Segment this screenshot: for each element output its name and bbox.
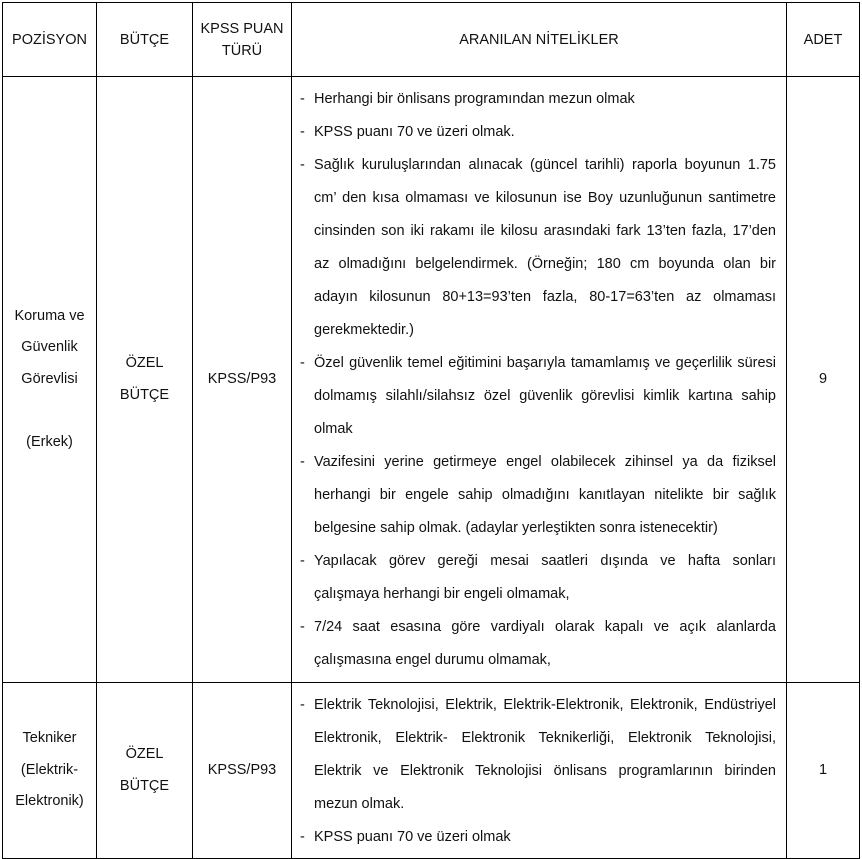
position-line: Tekniker	[22, 730, 77, 747]
requirements-cell	[292, 77, 787, 683]
position-cell	[3, 683, 97, 859]
list-item: - Elektrik Teknolojisi, Elektrik, Elektrik-Elektronik, Elektronik, Endüstriyel Elektronik, Elektrik- Elektronik Teknikerliği, Elektronik Teknolojisi, Elektrik ve Elektronik Teknolojisi önlisans programlarının birinden mezun olmak.	[300, 697, 776, 812]
budget-line: ÖZEL	[125, 746, 164, 762]
requirement-text: Sağlık kuruluşlarından alınacak (güncel tarihli) raporla boyunun 1.75 cm’ den kısa olmaması ve kilosunun ise Boy uzunluğunun santimetre cinsinden son iki rakamı ile kilosu arasındaki fark 13’ten fazla, 17’den az olmadığını belgelendirmek. (Örneğin; 180 cm boyunda olan bir adayın kilosunun 80+13=93’ten fazla, 80-17=63’ten az olmaması gerekmektedir.)	[314, 157, 776, 338]
budget-line: BÜTÇE	[119, 386, 170, 403]
header-kpss	[193, 3, 292, 77]
table-row	[3, 683, 860, 859]
list-item: - 7/24 saat esasına göre vardiyalı olarak kapalı ve açık alanlarda çalışmasına engel durumu olmamak,	[300, 619, 776, 668]
header-qualifications: ARANILAN NİTELİKLER	[292, 3, 787, 77]
budget-cell	[97, 683, 193, 859]
budget-line: BÜTÇE	[119, 777, 170, 794]
header-count: ADET	[787, 3, 860, 77]
list-item: - KPSS puanı 70 ve üzeri olmak	[300, 829, 511, 845]
count-cell: 1	[787, 683, 860, 859]
requirements-list	[300, 83, 776, 677]
table-row	[3, 77, 860, 683]
list-item: - Yapılacak görev gereği mesai saatleri dışında ve hafta sonları çalışmaya herhangi bir engeli olmamak,	[300, 553, 776, 602]
header-row	[3, 3, 860, 77]
header-kpss-line1: KPSS PUAN	[200, 20, 284, 37]
position-line: Elektronik)	[15, 793, 84, 810]
position-line: Görevlisi	[21, 370, 78, 387]
budget-line: ÖZEL	[125, 355, 164, 371]
position-line: (Erkek)	[26, 433, 73, 450]
requirements-list	[300, 689, 776, 854]
list-item: - Vazifesini yerine getirmeye engel olabilecek zihinsel ya da fiziksel herhangi bir engele sahip olmadığını kanıtlayan nitelikte bir sağlık belgesine sahip olmak. (adaylar yerleştikten sonra istenecektir)	[300, 454, 776, 536]
requirement-text: Herhangi bir önlisans programından mezun olmak	[314, 91, 635, 107]
header-kpss-line2: TÜRÜ	[221, 42, 263, 59]
requirements-cell	[292, 683, 787, 859]
position-line: Güvenlik	[21, 339, 78, 356]
list-item: - Herhangi bir önlisans programından mezun olmak	[300, 91, 635, 107]
requirement-text: Elektrik Teknolojisi, Elektrik, Elektrik-Elektronik, Elektronik, Endüstriyel Elektronik, Elektrik- Elektronik Teknikerliği, Elektronik Teknolojisi, Elektrik ve Elektronik Teknolojisi önlisans programlarının birinden mezun olmak.	[314, 697, 776, 812]
position-cell	[3, 77, 97, 683]
list-item: - Sağlık kuruluşlarından alınacak (güncel tarihli) raporla boyunun 1.75 cm’ den kısa olmaması ve kilosunun ise Boy uzunluğunun santimetre cinsinden son iki rakamı ile kilosu arasındaki fark 13’ten fazla, 17’den az olmadığını belgelendirmek. (Örneğin; 180 cm boyunda olan bir adayın kilosunun 80+13=93’ten fazla, 80-17=63’ten az olmaması gerekmektedir.)	[300, 157, 776, 338]
header-position: POZİSYON	[3, 3, 97, 77]
requirement-text: KPSS puanı 70 ve üzeri olmak.	[314, 124, 515, 140]
count-cell: 9	[787, 77, 860, 683]
kpss-cell: KPSS/P93	[193, 683, 292, 859]
budget-cell	[97, 77, 193, 683]
list-item: - KPSS puanı 70 ve üzeri olmak.	[300, 124, 515, 140]
requirement-text: Vazifesini yerine getirmeye engel olabilecek zihinsel ya da fiziksel herhangi bir engele sahip olmadığını kanıtlayan nitelikte bir sağlık belgesine sahip olmak. (adaylar yerleştikten sonra istenecektir)	[314, 454, 776, 536]
recruitment-table	[2, 2, 860, 859]
list-item: - Özel güvenlik temel eğitimini başarıyla tamamlamış ve geçerlilik süresi dolmamış silahlı/silahsız özel güvenlik görevlisi kimlik kartına sahip olmak	[300, 355, 776, 437]
requirement-text: Yapılacak görev gereği mesai saatleri dışında ve hafta sonları çalışmaya herhangi bir engeli olmamak,	[314, 553, 776, 602]
requirement-text: KPSS puanı 70 ve üzeri olmak	[314, 829, 511, 845]
requirement-text: Özel güvenlik temel eğitimini başarıyla tamamlamış ve geçerlilik süresi dolmamış silahlı/silahsız özel güvenlik görevlisi kimlik kartına sahip olmak	[314, 355, 776, 437]
kpss-cell: KPSS/P93	[193, 77, 292, 683]
requirement-text: 7/24 saat esasına göre vardiyalı olarak kapalı ve açık alanlarda çalışmasına engel durumu olmamak,	[314, 619, 776, 668]
position-line: Koruma ve	[14, 307, 85, 324]
position-line: (Elektrik-	[20, 761, 79, 778]
header-budget: BÜTÇE	[97, 3, 193, 77]
